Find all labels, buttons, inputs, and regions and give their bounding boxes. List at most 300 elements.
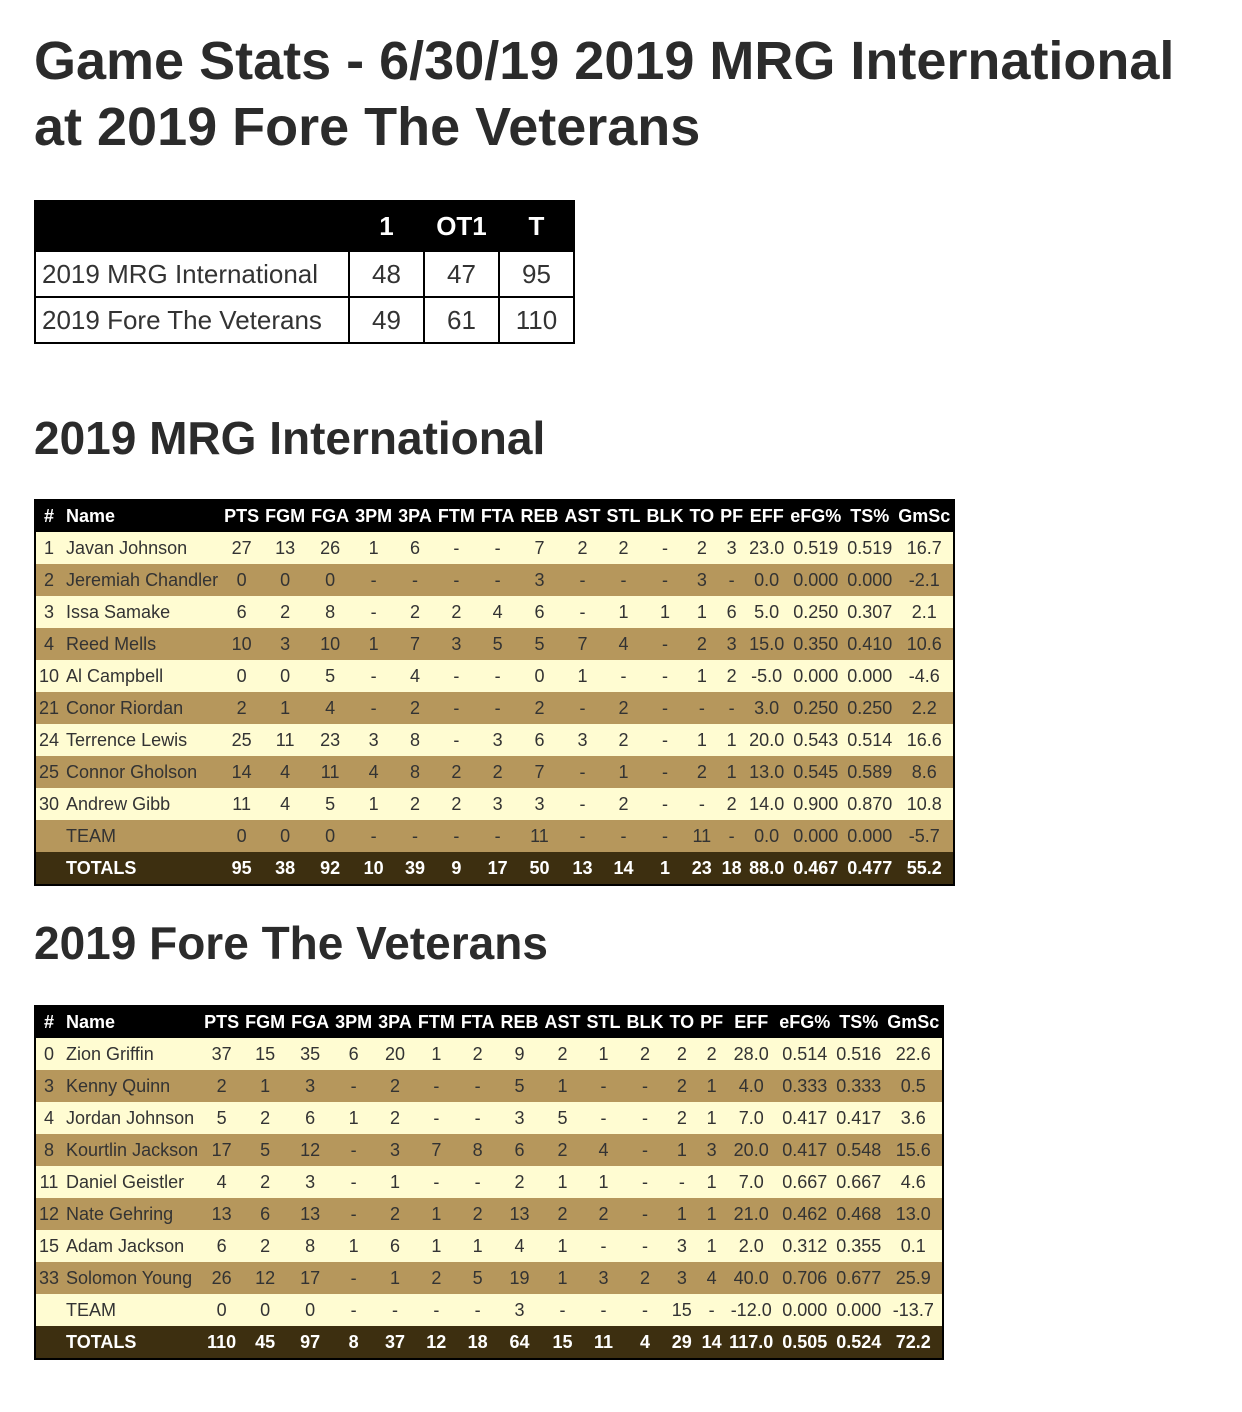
cell-jersey: 0 <box>35 1038 62 1070</box>
cell-fgm: 15 <box>242 1038 288 1070</box>
cell-stl: 1 <box>603 756 643 788</box>
cell-fta: - <box>478 660 518 692</box>
cell-pts: 17 <box>201 1134 242 1166</box>
column-header-ts: TS% <box>833 1006 884 1038</box>
total-fga: 97 <box>288 1326 332 1359</box>
cell-name: TEAM <box>62 820 221 852</box>
cell-ts: 0.307 <box>844 596 895 628</box>
cell-gmsc: 0.5 <box>884 1070 943 1102</box>
cell-stl: - <box>583 1230 623 1262</box>
cell-gmsc: 16.6 <box>895 724 954 756</box>
total-fta: 17 <box>478 852 518 885</box>
cell-efg: 0.900 <box>787 788 844 820</box>
cell-to: 11 <box>686 820 717 852</box>
cell-ast: 1 <box>541 1230 583 1262</box>
cell-jersey: 4 <box>35 628 62 660</box>
cell-name: Andrew Gibb <box>62 788 221 820</box>
cell-fga: 0 <box>308 820 352 852</box>
cell-fgm: 3 <box>262 628 308 660</box>
cell-eff: 15.0 <box>746 628 787 660</box>
column-header-jersey: # <box>35 1006 62 1038</box>
cell-ast: 2 <box>541 1134 583 1166</box>
cell-stl: - <box>603 564 643 596</box>
cell-ftm: 1 <box>415 1230 458 1262</box>
cell-ast: - <box>561 788 603 820</box>
column-header-3pa: 3PA <box>375 1006 415 1038</box>
column-header-ts: TS% <box>844 500 895 532</box>
player-row <box>35 1262 943 1294</box>
cell-stl: 2 <box>603 724 643 756</box>
cell-jersey: 2 <box>35 564 62 596</box>
cell-to: 2 <box>666 1070 697 1102</box>
cell-blk: - <box>623 1134 666 1166</box>
total-fga: 92 <box>308 852 352 885</box>
cell-reb: 5 <box>497 1070 541 1102</box>
column-header-ast: AST <box>561 500 603 532</box>
scoreboard-header-row <box>35 201 574 251</box>
player-row <box>35 660 954 692</box>
column-header-3pm: 3PM <box>332 1006 375 1038</box>
cell-fgm: 5 <box>242 1134 288 1166</box>
cell-pf: - <box>717 820 746 852</box>
cell-blk: - <box>623 1166 666 1198</box>
cell-3pa: 2 <box>395 788 435 820</box>
cell-reb: 2 <box>517 692 561 724</box>
cell-ftm: 3 <box>435 628 478 660</box>
total-fta: 18 <box>458 1326 498 1359</box>
total-pf: 14 <box>697 1326 726 1359</box>
cell-blk: - <box>623 1294 666 1326</box>
team-section-title: 2019 MRG International <box>34 412 546 464</box>
cell-pts: 26 <box>201 1262 242 1294</box>
cell-pts: 4 <box>201 1166 242 1198</box>
cell-3pm: 3 <box>352 724 395 756</box>
cell-to: 2 <box>666 1038 697 1070</box>
cell-eff: 14.0 <box>746 788 787 820</box>
cell-fgm: 0 <box>242 1294 288 1326</box>
total-reb: 64 <box>497 1326 541 1359</box>
scoreboard-row-away <box>35 251 574 297</box>
cell-blk: - <box>643 532 686 564</box>
cell-to: 1 <box>686 596 717 628</box>
cell-reb: 0 <box>517 660 561 692</box>
cell-fgm: 12 <box>242 1262 288 1294</box>
cell-3pa: 1 <box>375 1262 415 1294</box>
cell-eff: 0.0 <box>746 820 787 852</box>
column-header-3pm: 3PM <box>352 500 395 532</box>
cell-fgm: 13 <box>262 532 308 564</box>
column-header-blk: BLK <box>643 500 686 532</box>
cell-stl: 4 <box>583 1134 623 1166</box>
cell-reb: 3 <box>497 1294 541 1326</box>
team-stats-table <box>34 499 955 886</box>
cell-name: Reed Mells <box>62 628 221 660</box>
cell-blk: - <box>643 820 686 852</box>
cell-pf: - <box>717 692 746 724</box>
player-row <box>35 692 954 724</box>
totals-row <box>35 852 954 885</box>
cell-efg: 0.545 <box>787 756 844 788</box>
cell-reb: 13 <box>497 1198 541 1230</box>
cell-ast: - <box>561 564 603 596</box>
cell-ast: 7 <box>561 628 603 660</box>
column-header-gmsc: GmSc <box>895 500 954 532</box>
total-jersey <box>35 852 62 885</box>
cell-efg: 0.333 <box>776 1070 833 1102</box>
cell-3pa: 3 <box>375 1134 415 1166</box>
cell-gmsc: 10.6 <box>895 628 954 660</box>
cell-pts: 11 <box>221 788 262 820</box>
cell-3pa: 2 <box>375 1102 415 1134</box>
cell-jersey: 30 <box>35 788 62 820</box>
cell-fta: - <box>478 564 518 596</box>
player-row <box>35 756 954 788</box>
player-row <box>35 1102 943 1134</box>
cell-pts: 2 <box>201 1070 242 1102</box>
total-3pa: 37 <box>375 1326 415 1359</box>
cell-name: Daniel Geistler <box>62 1166 201 1198</box>
column-header-stl: STL <box>603 500 643 532</box>
cell-stl: 2 <box>583 1198 623 1230</box>
cell-pf: 2 <box>717 788 746 820</box>
total-ast: 15 <box>541 1326 583 1359</box>
total-pts: 110 <box>201 1326 242 1359</box>
cell-eff: -5.0 <box>746 660 787 692</box>
scoreboard-table <box>34 200 575 344</box>
cell-ts: 0.514 <box>844 724 895 756</box>
cell-blk: 2 <box>623 1262 666 1294</box>
cell-name: TEAM <box>62 1294 201 1326</box>
cell-efg: 0.667 <box>776 1166 833 1198</box>
cell-3pm: 1 <box>352 532 395 564</box>
cell-ts: 0.250 <box>844 692 895 724</box>
scoreboard-header-ot1: OT1 <box>424 201 499 251</box>
cell-gmsc: -5.7 <box>895 820 954 852</box>
cell-eff: 40.0 <box>726 1262 776 1294</box>
cell-fga: 12 <box>288 1134 332 1166</box>
cell-to: 1 <box>666 1134 697 1166</box>
cell-jersey: 10 <box>35 660 62 692</box>
cell-eff: 21.0 <box>726 1198 776 1230</box>
cell-3pa: 6 <box>375 1230 415 1262</box>
cell-reb: 11 <box>517 820 561 852</box>
cell-pf: 1 <box>697 1070 726 1102</box>
total-ast: 13 <box>561 852 603 885</box>
total-to: 29 <box>666 1326 697 1359</box>
total-pf: 18 <box>717 852 746 885</box>
cell-ast: 2 <box>561 532 603 564</box>
player-row <box>35 724 954 756</box>
cell-eff: 23.0 <box>746 532 787 564</box>
cell-blk: - <box>623 1230 666 1262</box>
scoreboard-score: 47 <box>424 251 499 297</box>
player-row <box>35 532 954 564</box>
cell-gmsc: 22.6 <box>884 1038 943 1070</box>
cell-name: Zion Griffin <box>62 1038 201 1070</box>
cell-gmsc: 16.7 <box>895 532 954 564</box>
cell-pts: 14 <box>221 756 262 788</box>
cell-fgm: 0 <box>262 660 308 692</box>
cell-efg: 0.000 <box>787 660 844 692</box>
column-header-fgm: FGM <box>242 1006 288 1038</box>
cell-stl: 1 <box>583 1038 623 1070</box>
cell-fgm: 11 <box>262 724 308 756</box>
cell-pf: 1 <box>697 1230 726 1262</box>
cell-pf: - <box>717 564 746 596</box>
cell-to: 2 <box>686 628 717 660</box>
cell-name: Adam Jackson <box>62 1230 201 1262</box>
cell-name: Al Campbell <box>62 660 221 692</box>
cell-3pm: - <box>352 820 395 852</box>
cell-to: - <box>666 1166 697 1198</box>
cell-fgm: 6 <box>242 1198 288 1230</box>
column-header-pts: PTS <box>221 500 262 532</box>
cell-fta: 2 <box>458 1198 498 1230</box>
cell-blk: 2 <box>623 1038 666 1070</box>
total-eff: 117.0 <box>726 1326 776 1359</box>
cell-3pm: - <box>352 660 395 692</box>
cell-to: - <box>686 788 717 820</box>
cell-pts: 25 <box>221 724 262 756</box>
total-efg: 0.467 <box>787 852 844 885</box>
scoreboard-row-home <box>35 297 574 343</box>
total-eff: 88.0 <box>746 852 787 885</box>
cell-to: 1 <box>686 660 717 692</box>
total-3pa: 39 <box>395 852 435 885</box>
cell-stl: - <box>583 1070 623 1102</box>
cell-fga: 8 <box>288 1230 332 1262</box>
cell-pts: 0 <box>221 564 262 596</box>
scoreboard-score: 110 <box>499 297 574 343</box>
cell-efg: 0.417 <box>776 1134 833 1166</box>
cell-ftm: 1 <box>415 1198 458 1230</box>
cell-fgm: 0 <box>262 564 308 596</box>
cell-efg: 0.706 <box>776 1262 833 1294</box>
cell-gmsc: 3.6 <box>884 1102 943 1134</box>
player-row <box>35 1166 943 1198</box>
cell-3pa: 8 <box>395 724 435 756</box>
cell-pf: 3 <box>717 628 746 660</box>
cell-pts: 2 <box>221 692 262 724</box>
cell-pts: 6 <box>201 1230 242 1262</box>
cell-name: Conor Riordan <box>62 692 221 724</box>
totals-row <box>35 1326 943 1359</box>
cell-eff: 7.0 <box>726 1102 776 1134</box>
cell-ts: 0.417 <box>833 1102 884 1134</box>
scoreboard-score: 95 <box>499 251 574 297</box>
cell-3pa: 2 <box>375 1070 415 1102</box>
cell-ast: 5 <box>541 1102 583 1134</box>
cell-pf: 2 <box>697 1038 726 1070</box>
cell-fta: 5 <box>458 1262 498 1294</box>
cell-efg: 0.543 <box>787 724 844 756</box>
player-row <box>35 596 954 628</box>
total-stl: 11 <box>583 1326 623 1359</box>
cell-3pm: - <box>352 596 395 628</box>
cell-ftm: - <box>435 660 478 692</box>
cell-pf: 3 <box>697 1134 726 1166</box>
cell-reb: 3 <box>497 1102 541 1134</box>
cell-3pm: 6 <box>332 1038 375 1070</box>
total-stl: 14 <box>603 852 643 885</box>
cell-reb: 2 <box>497 1166 541 1198</box>
cell-jersey: 8 <box>35 1134 62 1166</box>
cell-ts: 0.410 <box>844 628 895 660</box>
team-stats-table <box>34 1005 944 1360</box>
cell-gmsc: 15.6 <box>884 1134 943 1166</box>
cell-pf: 1 <box>717 756 746 788</box>
total-3pm: 10 <box>352 852 395 885</box>
cell-fgm: 2 <box>262 596 308 628</box>
total-efg: 0.505 <box>776 1326 833 1359</box>
cell-3pa: 7 <box>395 628 435 660</box>
cell-gmsc: 4.6 <box>884 1166 943 1198</box>
cell-gmsc: 2.1 <box>895 596 954 628</box>
column-header-to: TO <box>666 1006 697 1038</box>
cell-stl: - <box>583 1294 623 1326</box>
cell-eff: 5.0 <box>746 596 787 628</box>
cell-ast: - <box>561 820 603 852</box>
cell-ftm: - <box>435 532 478 564</box>
cell-efg: 0.000 <box>787 564 844 596</box>
total-to: 23 <box>686 852 717 885</box>
cell-efg: 0.250 <box>787 596 844 628</box>
cell-jersey: 11 <box>35 1166 62 1198</box>
cell-pf: 4 <box>697 1262 726 1294</box>
cell-blk: - <box>643 660 686 692</box>
cell-blk: - <box>643 628 686 660</box>
cell-gmsc: 13.0 <box>884 1198 943 1230</box>
cell-name: Jordan Johnson <box>62 1102 201 1134</box>
cell-3pm: 1 <box>352 628 395 660</box>
cell-fgm: 0 <box>262 820 308 852</box>
cell-fga: 13 <box>288 1198 332 1230</box>
total-reb: 50 <box>517 852 561 885</box>
cell-fga: 5 <box>308 788 352 820</box>
cell-3pa: 8 <box>395 756 435 788</box>
cell-gmsc: -2.1 <box>895 564 954 596</box>
cell-fga: 6 <box>288 1102 332 1134</box>
cell-3pa: - <box>395 564 435 596</box>
cell-pts: 0 <box>221 660 262 692</box>
cell-fga: 23 <box>308 724 352 756</box>
cell-jersey: 12 <box>35 1198 62 1230</box>
cell-ts: 0.000 <box>844 564 895 596</box>
cell-stl: 3 <box>583 1262 623 1294</box>
cell-ast: - <box>561 692 603 724</box>
cell-ast: - <box>541 1294 583 1326</box>
cell-3pa: 2 <box>375 1198 415 1230</box>
cell-3pm: - <box>352 564 395 596</box>
cell-ts: 0.468 <box>833 1198 884 1230</box>
cell-3pm: - <box>332 1166 375 1198</box>
cell-ftm: 2 <box>435 788 478 820</box>
column-header-to: TO <box>686 500 717 532</box>
column-header-reb: REB <box>497 1006 541 1038</box>
player-row <box>35 1038 943 1070</box>
cell-fga: 17 <box>288 1262 332 1294</box>
column-header-fga: FGA <box>288 1006 332 1038</box>
cell-pf: 6 <box>717 596 746 628</box>
cell-blk: - <box>623 1070 666 1102</box>
total-gmsc: 55.2 <box>895 852 954 885</box>
cell-stl: 1 <box>603 596 643 628</box>
cell-pts: 37 <box>201 1038 242 1070</box>
cell-ts: 0.870 <box>844 788 895 820</box>
cell-efg: 0.000 <box>776 1294 833 1326</box>
cell-reb: 5 <box>517 628 561 660</box>
cell-jersey: 3 <box>35 596 62 628</box>
cell-name: Kenny Quinn <box>62 1070 201 1102</box>
cell-fga: 11 <box>308 756 352 788</box>
cell-reb: 3 <box>517 564 561 596</box>
total-blk: 1 <box>643 852 686 885</box>
cell-fta: 8 <box>458 1134 498 1166</box>
cell-jersey: 24 <box>35 724 62 756</box>
cell-3pm: 1 <box>332 1230 375 1262</box>
cell-to: 2 <box>666 1102 697 1134</box>
cell-reb: 3 <box>517 788 561 820</box>
cell-ast: - <box>561 756 603 788</box>
cell-fta: - <box>478 820 518 852</box>
cell-blk: - <box>623 1198 666 1230</box>
cell-fgm: 2 <box>242 1102 288 1134</box>
cell-to: 2 <box>686 756 717 788</box>
total-jersey <box>35 1326 62 1359</box>
cell-pts: 0 <box>221 820 262 852</box>
cell-pf: 1 <box>697 1166 726 1198</box>
cell-gmsc: -13.7 <box>884 1294 943 1326</box>
column-header-ast: AST <box>541 1006 583 1038</box>
column-header-name: Name <box>62 1006 201 1038</box>
stats-header-row <box>35 1006 943 1038</box>
cell-ts: 0.677 <box>833 1262 884 1294</box>
cell-reb: 19 <box>497 1262 541 1294</box>
cell-jersey: 25 <box>35 756 62 788</box>
cell-name: Connor Gholson <box>62 756 221 788</box>
cell-fga: 3 <box>288 1166 332 1198</box>
cell-3pa: - <box>395 820 435 852</box>
cell-ts: 0.516 <box>833 1038 884 1070</box>
cell-3pa: 4 <box>395 660 435 692</box>
cell-ftm: 2 <box>435 596 478 628</box>
scoreboard-score: 61 <box>424 297 499 343</box>
cell-stl: - <box>603 820 643 852</box>
cell-jersey <box>35 820 62 852</box>
cell-jersey: 33 <box>35 1262 62 1294</box>
cell-efg: 0.312 <box>776 1230 833 1262</box>
cell-fga: 0 <box>288 1294 332 1326</box>
cell-pf: 1 <box>697 1198 726 1230</box>
cell-3pm: 1 <box>352 788 395 820</box>
cell-to: 1 <box>666 1198 697 1230</box>
cell-jersey: 21 <box>35 692 62 724</box>
cell-ast: 1 <box>561 660 603 692</box>
cell-fga: 3 <box>288 1070 332 1102</box>
cell-ftm: - <box>435 564 478 596</box>
cell-pts: 27 <box>221 532 262 564</box>
cell-pf: 1 <box>697 1102 726 1134</box>
player-row <box>35 788 954 820</box>
cell-blk: - <box>623 1102 666 1134</box>
cell-fta: 3 <box>478 724 518 756</box>
cell-ftm: 2 <box>415 1262 458 1294</box>
column-header-efg: eFG% <box>787 500 844 532</box>
total-pts: 95 <box>221 852 262 885</box>
cell-ftm: - <box>415 1102 458 1134</box>
cell-ast: 2 <box>541 1038 583 1070</box>
column-header-pts: PTS <box>201 1006 242 1038</box>
